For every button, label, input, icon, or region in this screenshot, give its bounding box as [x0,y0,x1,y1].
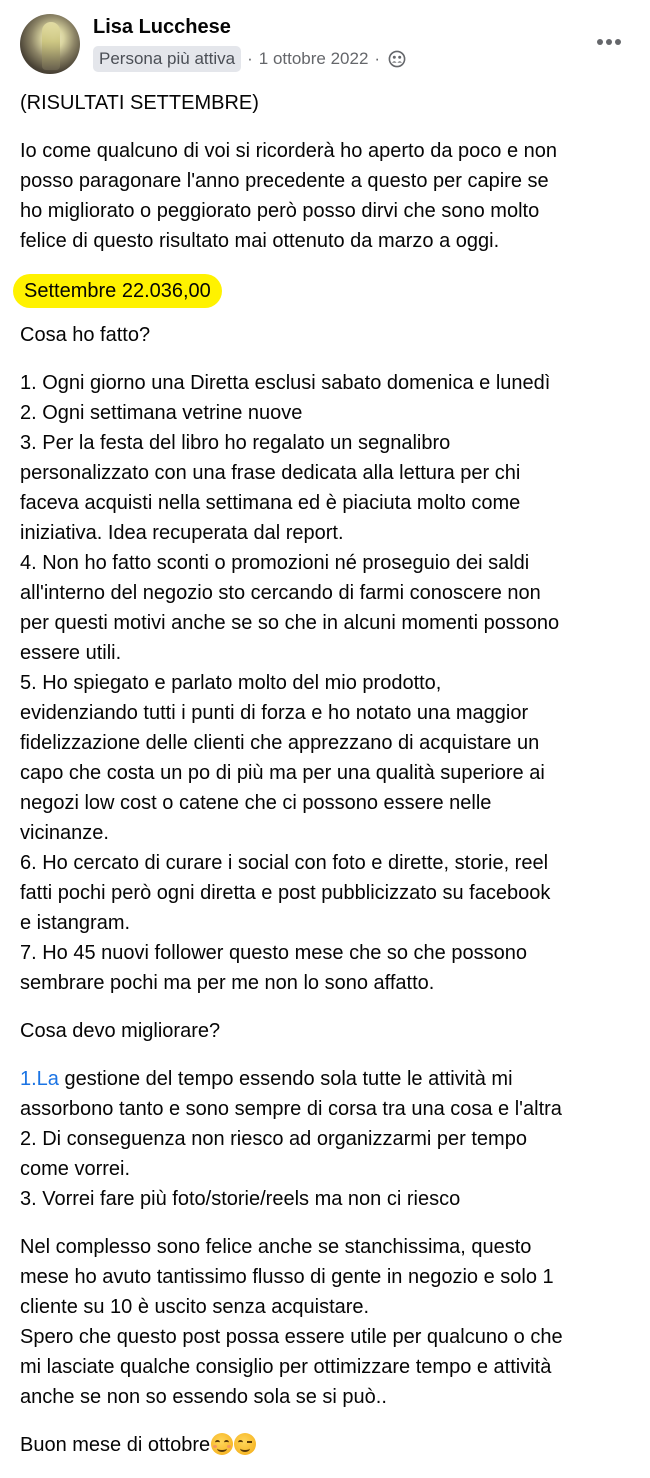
text-line: 3. Per la festa del libro ho regalato un segnalibro [20,432,451,454]
text-line: Nel complesso sono felice anche se stanchissima, questo [20,1236,532,1258]
text-line: capo che costa un po di più ma per una qualità superiore ai [20,762,545,784]
auto-link[interactable]: 1.La [20,1068,59,1090]
text-line: cliente su 10 è uscito senza acquistare. [20,1296,370,1318]
text-line: vicinanze. [20,822,109,844]
text-line: 4. Non ho fatto sconti o promozioni né proseguio dei saldi [20,552,530,574]
post-paragraph [20,320,640,350]
more-options-button[interactable] [587,26,631,58]
post-header [0,0,650,86]
post-paragraph [20,88,640,118]
text-line: negozi low cost o catene che ci possono essere nelle [20,792,492,814]
smiling-face-with-blush-emoji [211,1433,233,1455]
text-line: Spero che questo post possa essere utile per qualcuno o che [20,1326,563,1348]
text-line: 2. Di conseguenza non riesco ad organizzarmi per tempo [20,1128,527,1150]
text-line: 1. Ogni giorno una Diretta esclusi sabato domenica e lunedì [20,372,551,394]
text-line: 7. Ho 45 nuovi follower questo mese che so che possono [20,942,527,964]
post-date[interactable]: 1 ottobre 2022 [258,49,369,68]
text-fragment: Buon mese di ottobre [20,1434,211,1456]
text-line: Io come qualcuno di voi si ricorderà ho aperto da poco e non [20,140,558,162]
text-line: posso paragonare l'anno precedente a questo per capire se [20,170,549,192]
more-options-icon [606,39,612,45]
text-line: sembrare pochi ma per me non lo sono affatto. [20,972,435,994]
text-line: all'interno del negozio sto cercando di farmi conoscere non [20,582,541,604]
text-fragment: gestione del tempo essendo sola tutte le attività mi [58,1068,513,1090]
group-members-icon[interactable] [388,50,406,68]
text-line: Cosa devo migliorare? [20,1020,221,1042]
text-line: anche se non so essendo sola se si può.. [20,1386,387,1408]
text-line: felice di questo risultato mai ottenuto da marzo a oggi. [20,230,500,252]
text-line [20,1064,640,1094]
text-line: 5. Ho spiegato e parlato molto del mio prodotto, [20,672,442,694]
post-paragraph [20,1016,640,1046]
text-line [20,1430,640,1460]
text-line: iniziativa. Idea recuperata dal report. [20,522,344,544]
highlighted-paragraph [20,274,640,308]
more-options-icon [615,39,621,45]
text-line: come vorrei. [20,1158,131,1180]
post-paragraph [20,1064,640,1214]
top-contributor-badge[interactable]: Persona più attiva [93,46,241,72]
text-line: mese ho avuto tantissimo flusso di gente in negozio e solo 1 [20,1266,554,1288]
text-line: (RISULTATI SETTEMBRE) [20,92,259,114]
post-meta [93,45,406,73]
post-paragraph [20,1430,640,1460]
author-name[interactable]: Lisa Lucchese [93,16,231,38]
post-body [20,88,640,1478]
text-line: fatti pochi però ogni diretta e post pubblicizzato su facebook [20,882,551,904]
post-paragraph [20,1232,640,1412]
text-line: ho migliorato o peggiorato però posso dirvi che sono molto [20,200,540,222]
text-line: personalizzato con una frase dedicata alla lettura per chi [20,462,521,484]
text-line: per questi motivi anche se so che in alcuni momenti possono [20,612,560,634]
text-line: mi lasciate qualche consiglio per ottimizzare tempo e attività [20,1356,552,1378]
text-line: essere utili. [20,642,122,664]
winking-face-emoji [234,1433,256,1455]
meta-separator: · [247,49,253,68]
text-line: 6. Ho cercato di curare i social con foto e dirette, storie, reel [20,852,549,874]
text-line: e istangram. [20,912,131,934]
highlighted-result: Settembre 22.036,00 [13,274,222,308]
avatar-photo [42,22,60,70]
author-avatar[interactable] [20,14,80,74]
more-options-icon [597,39,603,45]
meta-separator: · [374,49,381,68]
text-line: fidelizzazione delle clienti che apprezzano di acquistare un [20,732,540,754]
text-line: Cosa ho fatto? [20,324,151,346]
text-line: assorbono tanto e sono sempre di corsa tra una cosa e l'altra [20,1098,562,1120]
text-line: evidenziando tutti i punti di forza e ho notato una maggior [20,702,529,724]
post-paragraph [20,368,640,998]
text-line: 3. Vorrei fare più foto/storie/reels ma non ci riesco [20,1188,461,1210]
post-paragraph [20,136,640,256]
text-line: faceva acquisti nella settimana ed è piaciuta molto come [20,492,521,514]
text-line: 2. Ogni settimana vetrine nuove [20,402,303,424]
